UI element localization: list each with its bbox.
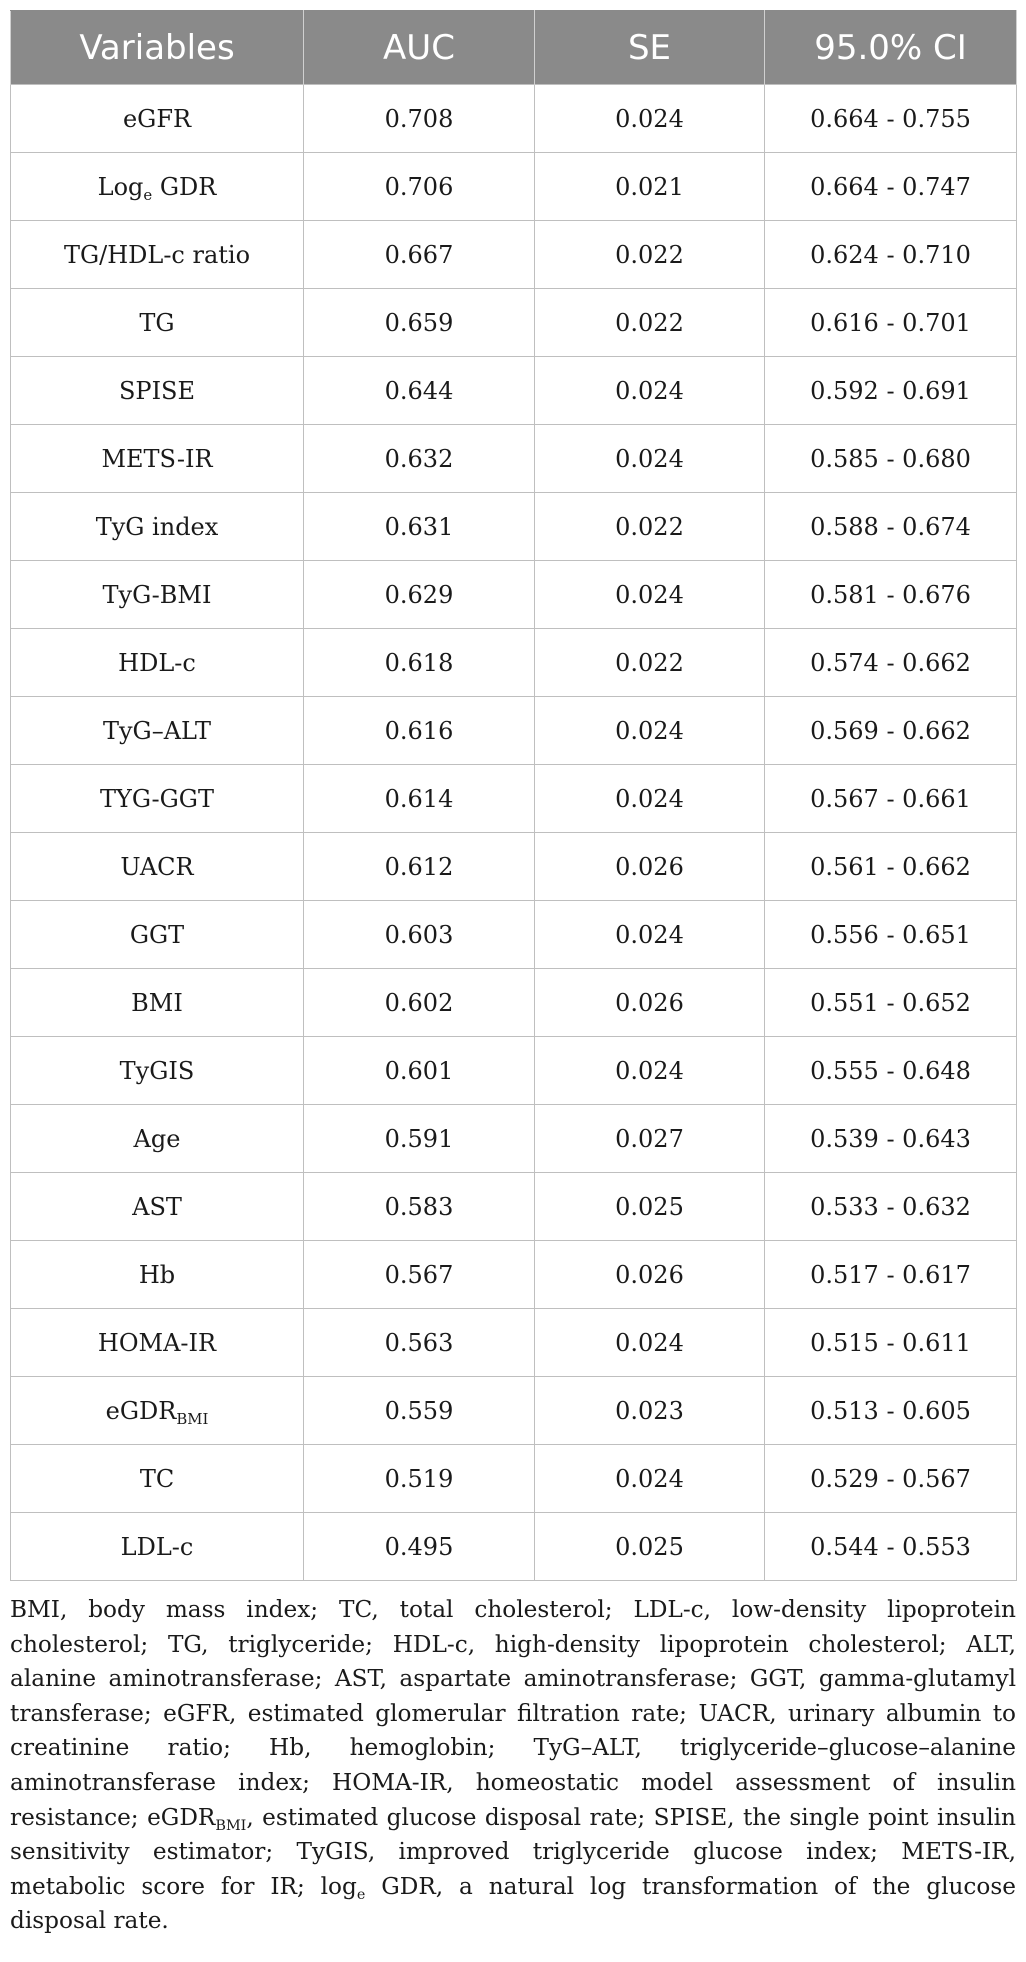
- cell-auc: 0.708: [304, 85, 535, 153]
- cell-ci: 0.624 - 0.710: [765, 221, 1017, 289]
- table-row: [11, 765, 1017, 833]
- cell-se: 0.026: [535, 833, 765, 901]
- cell-se: 0.024: [535, 765, 765, 833]
- table-row: [11, 1377, 1017, 1445]
- variable-name: SPISE: [118, 376, 196, 405]
- variable-name: TG: [139, 308, 175, 337]
- cell-se: 0.024: [535, 561, 765, 629]
- variable-name: TyG–ALT: [102, 716, 212, 745]
- variable-name: HOMA-IR: [97, 1328, 217, 1357]
- table-row: [11, 357, 1017, 425]
- variable-name: HDL-c: [118, 648, 196, 677]
- cell-auc: 0.659: [304, 289, 535, 357]
- cell-se: 0.024: [535, 1037, 765, 1105]
- cell-auc: 0.618: [304, 629, 535, 697]
- footnote-text-3: GDR, a natural log transformation of the glucose disposal rate.: [10, 1872, 1016, 1935]
- header-se: SE: [535, 11, 765, 85]
- cell-variable: [11, 357, 304, 425]
- variable-name: AST: [132, 1192, 182, 1221]
- table-row: [11, 1241, 1017, 1309]
- table-row: [11, 1309, 1017, 1377]
- variable-name: TYG-GGT: [100, 784, 214, 813]
- table-row: [11, 561, 1017, 629]
- table-row: [11, 629, 1017, 697]
- cell-auc: 0.706: [304, 153, 535, 221]
- cell-variable: [11, 629, 304, 697]
- variable-name: Age: [133, 1124, 181, 1153]
- variable-subscript: e: [143, 185, 153, 204]
- footnote-subscript-e: e: [356, 1886, 366, 1903]
- table-row: [11, 1037, 1017, 1105]
- cell-ci: 0.515 - 0.611: [765, 1309, 1017, 1377]
- table-row: [11, 697, 1017, 765]
- cell-ci: 0.517 - 0.617: [765, 1241, 1017, 1309]
- table-row: [11, 1173, 1017, 1241]
- header-row: [11, 11, 1017, 85]
- cell-auc: 0.519: [304, 1445, 535, 1513]
- table-row: [11, 901, 1017, 969]
- variable-name: LDL-c: [120, 1532, 194, 1561]
- cell-variable: [11, 153, 304, 221]
- cell-auc: 0.644: [304, 357, 535, 425]
- cell-ci: 0.567 - 0.661: [765, 765, 1017, 833]
- cell-auc: 0.614: [304, 765, 535, 833]
- variable-name: TG/HDL-c ratio: [63, 240, 251, 269]
- cell-auc: 0.602: [304, 969, 535, 1037]
- cell-auc: 0.629: [304, 561, 535, 629]
- cell-variable: [11, 901, 304, 969]
- cell-variable: [11, 833, 304, 901]
- cell-ci: 0.513 - 0.605: [765, 1377, 1017, 1445]
- cell-auc: 0.591: [304, 1105, 535, 1173]
- variable-name: BMI: [131, 988, 183, 1017]
- table-row: [11, 1105, 1017, 1173]
- cell-ci: 0.533 - 0.632: [765, 1173, 1017, 1241]
- cell-ci: 0.544 - 0.553: [765, 1513, 1017, 1581]
- variable-name: METS-IR: [101, 444, 213, 473]
- header-auc: AUC: [304, 11, 535, 85]
- table-row: [11, 1445, 1017, 1513]
- cell-se: 0.025: [535, 1513, 765, 1581]
- table-row: [11, 289, 1017, 357]
- cell-ci: 0.588 - 0.674: [765, 493, 1017, 561]
- footnote-text-1: BMI, body mass index; TC, total cholesterol; LDL-c, low-density lipoprotein cholesterol; TG, triglyceride; HDL-c, high-density lipoprotein cholesterol; ALT, alanine aminotransferase; AST, aspartate aminotransferase; GGT, gamma-glutamyl transferase; eGFR, estimated glomerular filtration rate; UACR, urinary albumin to creatinine ratio; Hb, hemoglobin; TyG–ALT, triglyceride–glucose–alanine aminotransferase index; HOMA-IR, homeostatic model assessment of insulin resistance; eGDR: [10, 1596, 1016, 1831]
- table-row: [11, 1513, 1017, 1581]
- variable-name: TyG-BMI: [102, 580, 212, 609]
- cell-variable: [11, 1105, 304, 1173]
- cell-variable: [11, 1377, 304, 1445]
- cell-variable: [11, 1309, 304, 1377]
- variable-name: eGDR: [105, 1396, 177, 1425]
- cell-se: 0.024: [535, 1445, 765, 1513]
- cell-auc: 0.495: [304, 1513, 535, 1581]
- cell-ci: 0.551 - 0.652: [765, 969, 1017, 1037]
- cell-se: 0.025: [535, 1173, 765, 1241]
- cell-variable: [11, 969, 304, 1037]
- cell-variable: [11, 85, 304, 153]
- cell-se: 0.022: [535, 629, 765, 697]
- table-body: [11, 85, 1017, 1581]
- table-header: [11, 11, 1017, 85]
- cell-auc: 0.603: [304, 901, 535, 969]
- cell-se: 0.021: [535, 153, 765, 221]
- table-row: [11, 153, 1017, 221]
- cell-auc: 0.667: [304, 221, 535, 289]
- variable-subscript: BMI: [176, 1409, 209, 1428]
- variable-name: UACR: [120, 852, 194, 881]
- cell-auc: 0.563: [304, 1309, 535, 1377]
- cell-auc: 0.567: [304, 1241, 535, 1309]
- table-row: [11, 969, 1017, 1037]
- variable-name: TC: [139, 1464, 175, 1493]
- cell-variable: [11, 561, 304, 629]
- cell-variable: [11, 493, 304, 561]
- cell-ci: 0.585 - 0.680: [765, 425, 1017, 493]
- cell-variable: [11, 289, 304, 357]
- cell-variable: [11, 1241, 304, 1309]
- cell-auc: 0.616: [304, 697, 535, 765]
- cell-variable: [11, 1037, 304, 1105]
- cell-ci: 0.556 - 0.651: [765, 901, 1017, 969]
- cell-variable: [11, 1445, 304, 1513]
- cell-se: 0.024: [535, 1309, 765, 1377]
- cell-se: 0.027: [535, 1105, 765, 1173]
- cell-variable: [11, 765, 304, 833]
- cell-ci: 0.664 - 0.747: [765, 153, 1017, 221]
- cell-auc: 0.631: [304, 493, 535, 561]
- cell-se: 0.022: [535, 493, 765, 561]
- header-ci: 95.0% CI: [765, 11, 1017, 85]
- cell-se: 0.026: [535, 969, 765, 1037]
- variable-name: TyGIS: [119, 1056, 195, 1085]
- variable-name: TyG index: [95, 512, 219, 541]
- cell-auc: 0.612: [304, 833, 535, 901]
- cell-se: 0.023: [535, 1377, 765, 1445]
- cell-ci: 0.574 - 0.662: [765, 629, 1017, 697]
- footnote-subscript-bmi: BMI: [215, 1817, 247, 1834]
- variable-suffix: GDR: [152, 172, 217, 201]
- cell-variable: [11, 1513, 304, 1581]
- cell-auc: 0.601: [304, 1037, 535, 1105]
- cell-ci: 0.664 - 0.755: [765, 85, 1017, 153]
- cell-se: 0.022: [535, 289, 765, 357]
- cell-ci: 0.539 - 0.643: [765, 1105, 1017, 1173]
- cell-se: 0.024: [535, 697, 765, 765]
- variable-name: eGFR: [122, 104, 192, 133]
- cell-ci: 0.616 - 0.701: [765, 289, 1017, 357]
- table-footnote: [10, 1593, 1016, 1939]
- cell-variable: [11, 1173, 304, 1241]
- cell-auc: 0.632: [304, 425, 535, 493]
- cell-ci: 0.561 - 0.662: [765, 833, 1017, 901]
- cell-ci: 0.592 - 0.691: [765, 357, 1017, 425]
- table-row: [11, 425, 1017, 493]
- table-row: [11, 833, 1017, 901]
- variable-name: Hb: [138, 1260, 176, 1289]
- cell-ci: 0.529 - 0.567: [765, 1445, 1017, 1513]
- variable-name: Log: [97, 172, 144, 201]
- cell-se: 0.024: [535, 85, 765, 153]
- footnote-text-2: , estimated glucose disposal rate; SPISE, the single point insulin sensitivity estimator; TyGIS, improved triglyceride glucose index; METS-IR, metabolic score for IR; log: [10, 1803, 1016, 1900]
- auc-table: [10, 10, 1017, 1581]
- cell-ci: 0.581 - 0.676: [765, 561, 1017, 629]
- cell-ci: 0.555 - 0.648: [765, 1037, 1017, 1105]
- cell-variable: [11, 221, 304, 289]
- table-row: [11, 493, 1017, 561]
- table-row: [11, 85, 1017, 153]
- cell-se: 0.026: [535, 1241, 765, 1309]
- variable-name: GGT: [129, 920, 185, 949]
- header-variables: Variables: [11, 11, 304, 85]
- cell-auc: 0.583: [304, 1173, 535, 1241]
- auc-table-container: [10, 10, 1016, 1962]
- cell-se: 0.024: [535, 901, 765, 969]
- cell-auc: 0.559: [304, 1377, 535, 1445]
- cell-variable: [11, 425, 304, 493]
- cell-ci: 0.569 - 0.662: [765, 697, 1017, 765]
- cell-se: 0.022: [535, 221, 765, 289]
- cell-variable: [11, 697, 304, 765]
- cell-se: 0.024: [535, 425, 765, 493]
- table-row: [11, 221, 1017, 289]
- cell-se: 0.024: [535, 357, 765, 425]
